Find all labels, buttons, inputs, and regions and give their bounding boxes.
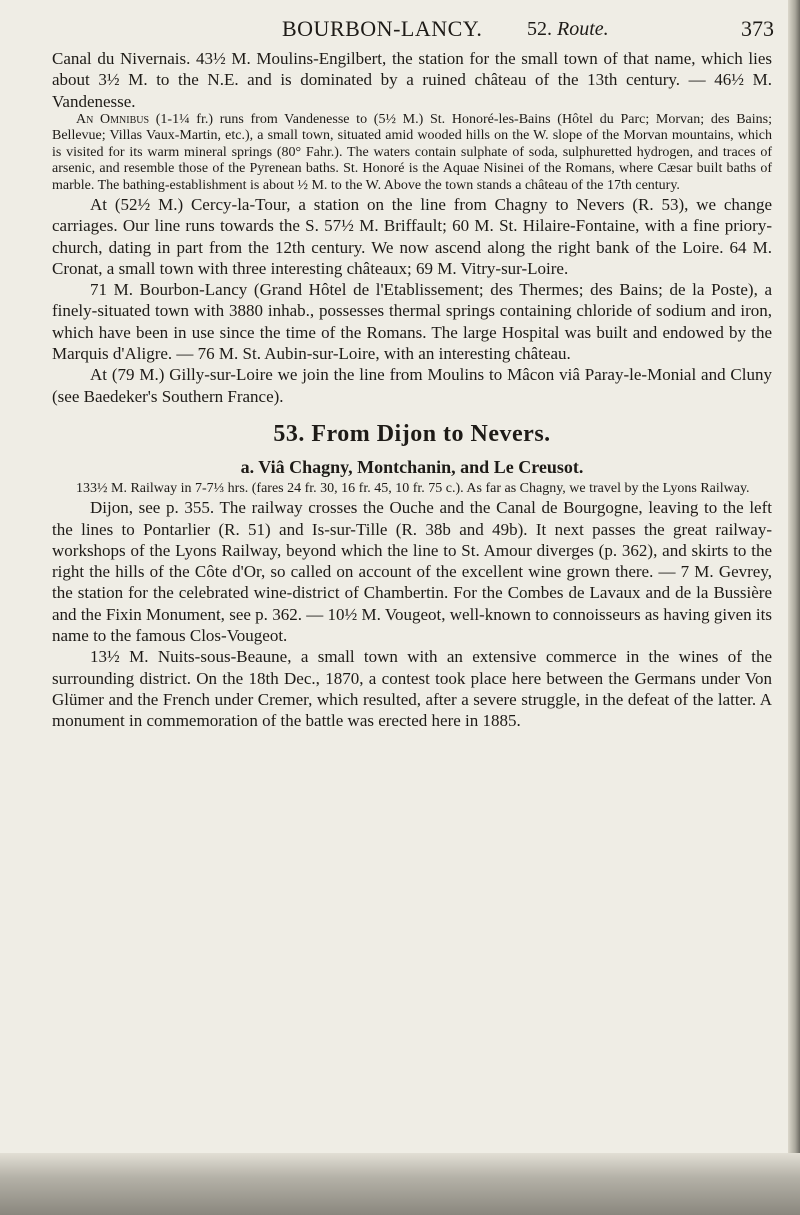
route-number: 52. <box>527 18 552 40</box>
page-edge-bottom <box>0 1153 800 1215</box>
section-subheading: a. Viâ Chagny, Montchanin, and Le Creusot. <box>240 456 584 477</box>
route-label <box>527 18 609 41</box>
paragraph-gilly: At (79 M.) Gilly-sur-Loire we join the line from Moulins to Mâcon viâ Paray-le-Monial and Cluny (see Baedeker's Southern France). <box>52 365 772 406</box>
running-title: BOURBON-LANCY. <box>282 16 483 41</box>
omnibus-note <box>52 112 772 194</box>
route-word: Route. <box>557 18 609 40</box>
railway-note: 133½ M. Railway in 7-7⅓ hrs. (fares 24 fr. 30, 16 fr. 45, 10 fr. 75 c.). As far as Chagny, we travel by the Lyons Railway. <box>76 480 750 496</box>
omnibus-text: (1-1¼ fr.) runs from Vandenesse to (5½ M.) St. Honoré-les-Bains (Hôtel du Parc; Morvan; des Bains; Bellevue; Villas Vaux-Martin, etc.), a small town, situated amid wooded hills on the W. slope of the Morvan mountains, which is visited for its warm mineral springs (80° Fahr.). The waters contain sulphate of soda, sulphuretted hydrogen, and traces of arsenic, and resemble those of the Pyrenean baths. St. Honoré is the Aquae Nisinei of the Romans, where Cæsar built baths of marble. The bathing-establishment is about ½ M. to the W. Above the town stands a château of the 17th century. <box>52 111 772 193</box>
body-text <box>52 48 772 732</box>
section-heading: 53. From Dijon to Nevers. <box>273 420 551 447</box>
page-edge-right <box>788 0 800 1215</box>
paragraph-bourbon-lancy: 71 M. Bourbon-Lancy (Grand Hôtel de l'Etablissement; des Thermes; des Bains; de la Poste), a finely-situated town with 3880 inhab., possesses thermal springs containing chloride of sodium and iron, which have been in use since the time of the Romans. The large Hospital was built and endowed by the Marquis d'Aligre. — 76 M. St. Aubin-sur-Loire, with an interesting château. <box>52 280 772 363</box>
omnibus-label: An Omnibus <box>76 111 150 127</box>
paragraph-cercy: At (52½ M.) Cercy-la-Tour, a station on the line from Chagny to Nevers (R. 53), we change carriages. Our line runs towards the S. 57½ M. Briffault; 60 M. St. Hilaire-Fontaine, with a fine priory-church, dating in part from the 12th century. We now ascend along the right bank of the Loire. 64 M. Cronat, a small town with three interesting châteaux; 69 M. Vitry-sur-Loire. <box>52 194 772 278</box>
intro-paragraph: Canal du Nivernais. 43½ M. Moulins-Engilbert, the station for the small town of that name, which lies about 3½ M. to the N.E. and is dominated by a ruined château of the 13th century. — 46½ M. Vandenesse. <box>52 49 772 111</box>
page-header <box>0 12 800 48</box>
paragraph-nuits: 13½ M. Nuits-sous-Beaune, a small town with an extensive commerce in the wines of the surrounding district. On the 18th Dec., 1870, a contest took place here between the Germans under Von Glümer and the French under Cremer, which resulted, after a severe struggle, in the defeat of the latter. A monument in commemoration of the battle was erected here in 1885. <box>52 647 772 731</box>
paragraph-dijon: Dijon, see p. 355. The railway crosses the Ouche and the Canal de Bourgogne, leaving to the left the lines to Pontarlier (R. 51) and Is-sur-Tille (R. 38b and 49b). It next passes the great railway-workshops of the Lyons Railway, beyond which the line to St. Amour diverges (p. 362), and skirts to the right the hills of the Côte d'Or, so called on account of the excellent wine grown there. — 7 M. Gevrey, the station for the celebrated wine-district of Chambertin. For the Combes de Lavaux and de la Bussière and the Fixin Monument, see p. 362. — 10½ M. Vougeot, well-known to connoisseurs as having given its name to the famous Clos-Vougeot. <box>52 498 772 646</box>
page-number: 373 <box>741 16 774 41</box>
